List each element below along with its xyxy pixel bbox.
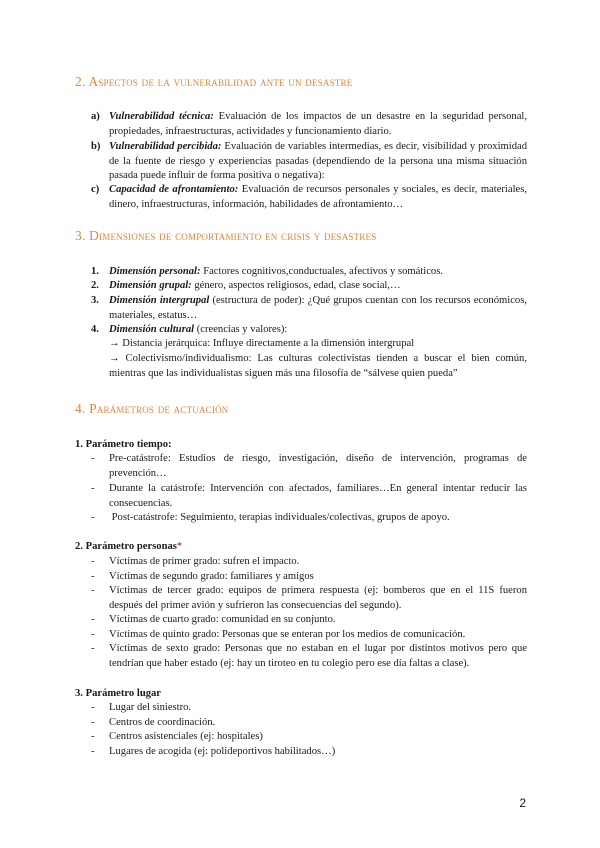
section-4-number: 4. (75, 401, 86, 416)
item-label: Dimensión grupal: (109, 280, 192, 291)
item-text: Evaluación de variables intermedias, es decir, visibilidad y proximidad de la fuente de riesgo y experiencias pasadas (dependiendo de la persona una misma situación pasada puede influir de forma positiva o negativa): (109, 141, 528, 182)
item-label: Dimensión cultural (109, 324, 195, 335)
item-label: Vulnerabilidad percibida: (109, 141, 222, 152)
section-3-heading (75, 228, 376, 244)
list-item: Lugares de acogida (ej: polideportivos habilitados…) (109, 746, 336, 757)
section-3-title: Dimensiones de comportamiento en crisis y desastres (89, 228, 377, 243)
section-4-title: Parámetros de actuación (89, 401, 229, 416)
item-label: Dimensión intergrupal (109, 295, 210, 306)
item-label: Dimensión personal: (109, 266, 201, 277)
item-text: género, aspectos religiosos, edad, clase social,… (194, 280, 401, 291)
list-item: Víctimas de cuarto grado: comunidad en su conjunto. (109, 614, 336, 625)
list-marker: 1. (91, 266, 99, 277)
dash-bullet: - (91, 512, 95, 523)
dash-bullet: - (91, 643, 95, 654)
item-label: Vulnerabilidad técnica: (109, 111, 214, 122)
list-item: Víctimas de segundo grado: familiares y amigos (109, 571, 314, 582)
list-item: Lugar del siniestro. (109, 702, 192, 713)
asterisk-mark: * (176, 541, 183, 552)
list-item: Víctimas de sexto grado: Personas que no estaban en el lugar por distintos motivos pero que tendrían que haber estado (ej: hay un tiroteo en tu colegio pero ese día faltas a clase). (109, 643, 527, 669)
dash-bullet: - (91, 629, 95, 640)
item-text: Factores cognitivos,conductuales, afectivos y somáticos. (203, 266, 443, 277)
dash-bullet: - (91, 483, 95, 494)
list-item (109, 323, 527, 338)
list-item: Pre-catástrofe: Estudios de riesgo, investigación, diseño de intervención, programas de prevención… (109, 453, 527, 479)
arrow-line: → Distancia jerárquica: Influye directamente a la dimensión intergrupal (109, 338, 415, 349)
dash-bullet: - (91, 556, 95, 567)
subsection-title: 3. Parámetro lugar (75, 688, 162, 699)
page-number: 2 (519, 796, 526, 810)
dash-bullet: - (91, 453, 95, 464)
list-item (109, 265, 527, 280)
item-label: Capacidad de afrontamiento: (109, 184, 239, 195)
list-marker: 2. (91, 280, 99, 291)
list-item (109, 110, 527, 139)
list-marker: 4. (91, 324, 99, 335)
list-item: Víctimas de quinto grado: Personas que se enteran por los medios de comunicación. (109, 629, 466, 640)
list-item (109, 140, 527, 184)
item-text: Evaluación de recursos personales y sociales, es decir, materiales, dinero, infraestructuras, información, habilidades de afrontamiento… (109, 184, 527, 210)
dash-bullet: - (91, 702, 95, 713)
list-marker: c) (91, 184, 100, 195)
list-item: Centros de coordinación. (109, 717, 216, 728)
list-item: Centros asistenciales (ej: hospitales) (109, 731, 263, 742)
dash-bullet: - (91, 746, 95, 757)
subsection-title (75, 540, 182, 555)
dash-bullet: - (91, 571, 95, 582)
dash-bullet: - (91, 717, 95, 728)
list-item: Durante la catástrofe: Intervención con afectados, familiares…En general intentar reducir las consecuencias. (109, 483, 527, 509)
item-text: Evaluación de los impactos de un desastre en la seguridad personal, propiedades, infraestructuras, actividades y funcionamiento diario. (109, 111, 527, 137)
section-2-number: 2. (75, 74, 86, 89)
subsection-title: 1. Parámetro tiempo: (75, 439, 172, 450)
list-item (109, 183, 527, 212)
list-marker: 3. (91, 295, 99, 306)
list-item: Post-catástrofe: Seguimiento, terapias individuales/colectivas, grupos de apoyo. (109, 512, 450, 523)
list-item: Víctimas de tercer grado: equipos de primera respuesta (ej: bomberos que en el 11S fueron después del primer avión y sufrieron las consecuencias del segundo). (109, 585, 527, 611)
list-item (109, 279, 527, 294)
subsection-title-text: 2. Parámetro personas (75, 541, 177, 552)
dash-bullet: - (91, 614, 95, 625)
list-item (109, 294, 527, 323)
dash-bullet: - (91, 731, 95, 742)
section-3-number: 3. (75, 228, 86, 243)
arrow-line: → Colectivismo/individualismo: Las culturas colectivistas tienden a buscar el bien común, mientras que las individualistas siguen más una filosofía de “sálvese quien pueda” (109, 353, 527, 379)
section-2-title: Aspectos de la vulnerabilidad ante un desastre (88, 74, 353, 89)
list-marker: a) (91, 111, 100, 122)
item-text: (estructura de poder): ¿Qué grupos cuentan con los recursos económicos, materiales, estatus… (109, 295, 527, 321)
section-4-heading (75, 401, 228, 417)
list-item: Víctimas de primer grado: sufren el impacto. (109, 556, 300, 567)
section-2-heading (75, 74, 352, 90)
dash-bullet: - (91, 585, 95, 596)
item-text: (creencias y valores): (196, 324, 288, 335)
list-marker: b) (91, 141, 101, 152)
